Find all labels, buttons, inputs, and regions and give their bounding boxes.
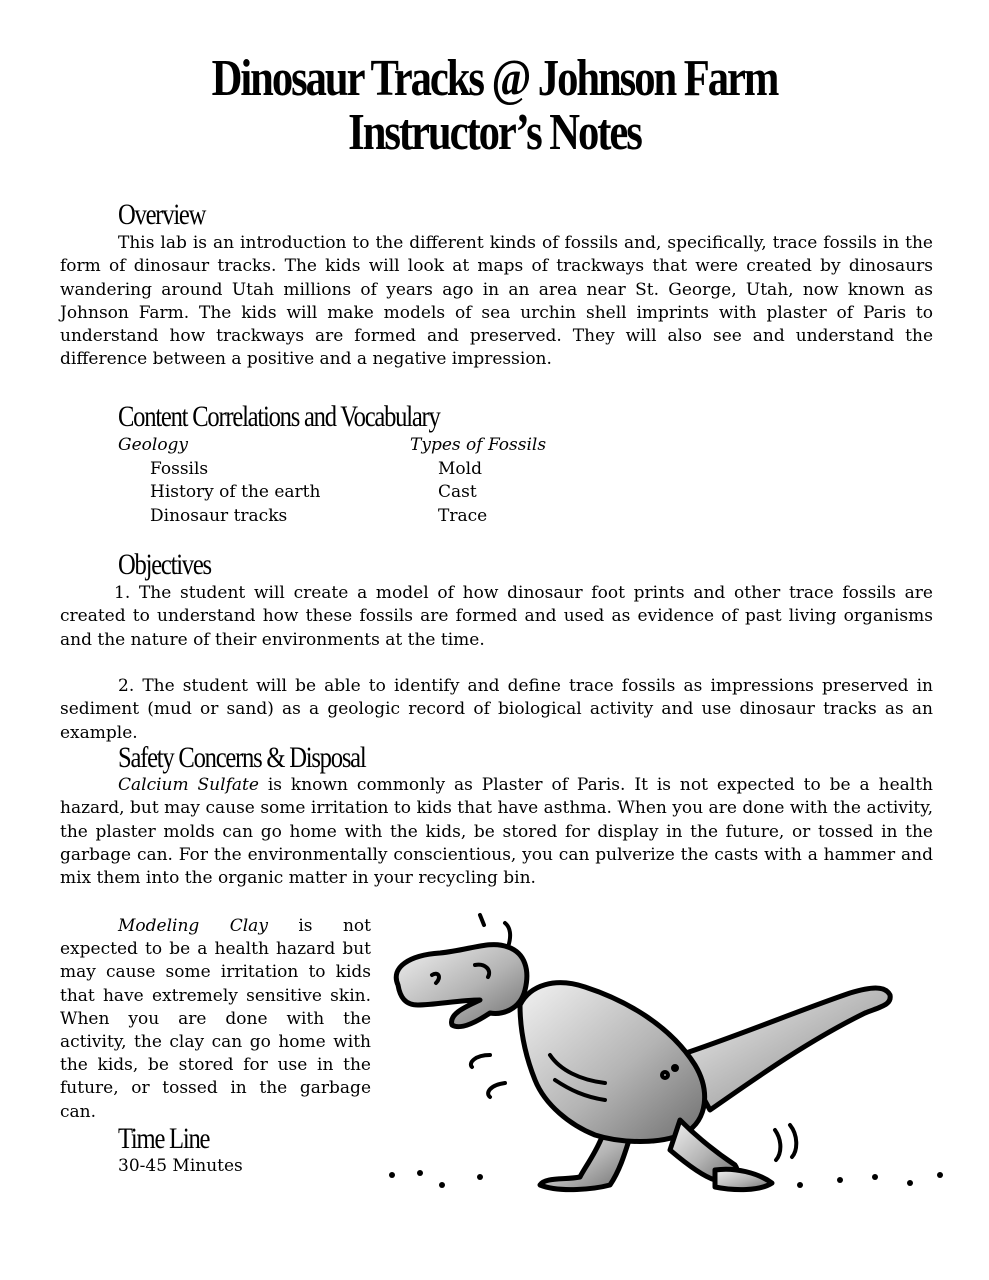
objectives-heading: Objectives [118, 548, 211, 581]
timeline-heading: Time Line [118, 1122, 210, 1155]
vocab-item: Fossils [150, 458, 209, 479]
modeling-clay-text: is not expected to be a health hazard but may cause some irritation to kids that have extremely sensitive skin. When you are done with the activity, the clay can go home with the kids, be stored for use in the future, or tossed in the garbage can. [60, 916, 371, 1122]
page-title [89, 52, 900, 160]
vocab-item: Dinosaur tracks [150, 505, 288, 526]
dinosaur-illustration [380, 905, 955, 1205]
content-heading: Content Correlations and Vocabulary [118, 400, 440, 433]
objective-2: 2. The student will be able to identify and define trace fossils as impressions preserved in sediment (mud or sand) as a geologic record of biological activity and use dinosaur tracks as an example. [60, 676, 933, 743]
vocab-item: Trace [438, 505, 488, 526]
title-line-2: Instructor’s Notes [348, 104, 641, 161]
objective-1: 1. The student will create a model of how dinosaur foot prints and other trace fossils are created to understand how these fossils are formed and used as evidence of past living organisms and the nature of their environments at the time. [60, 583, 933, 650]
overview-paragraph: This lab is an introduction to the different kinds of fossils and, specifically, trace fossils in the form of dinosaur tracks. The kids will look at maps of trackways that were created by dinosaurs wandering around Utah millions of years ago in an area near St. George, Utah, now known as Johnson Farm. The kids will make models of sea urchin shell imprints with plaster of Paris to understand how trackways are formed and preserved. They will also see and understand the difference between a positive and a negative impression. [60, 233, 933, 370]
geology-label: Geology [118, 435, 189, 455]
geology-column [118, 434, 320, 528]
calcium-sulfate-paragraph [60, 774, 933, 890]
calcium-sulfate-text: is known commonly as Plaster of Paris. It is not expected to be a health hazard, but may cause some irritation to kids that have asthma. When you are done with the activity, the plaster molds can go home with the kids, be stored for display in the future, or tossed in the garbage can. For the environmentally conscientious, you can pulverize the casts with a hammer and mix them into the organic matter in your recycling bin. [60, 775, 933, 889]
fossil-types-label: Types of Fossils [410, 435, 547, 455]
vocab-item: History of the earth [150, 482, 321, 502]
fossil-types-column [410, 434, 546, 528]
calcium-sulfate-term: Calcium Sulfate [118, 775, 259, 795]
safety-heading: Safety Concerns & Disposal [118, 741, 366, 774]
vocab-item: Mold [438, 458, 482, 479]
overview-heading: Overview [118, 198, 206, 231]
title-line-1: Dinosaur Tracks @ Johnson Farm [211, 50, 778, 107]
timeline-value: 30-45 Minutes [118, 1156, 243, 1176]
vocab-item: Cast [438, 482, 477, 502]
modeling-clay-term: Modeling Clay [118, 916, 268, 936]
modeling-clay-paragraph [60, 915, 371, 1124]
